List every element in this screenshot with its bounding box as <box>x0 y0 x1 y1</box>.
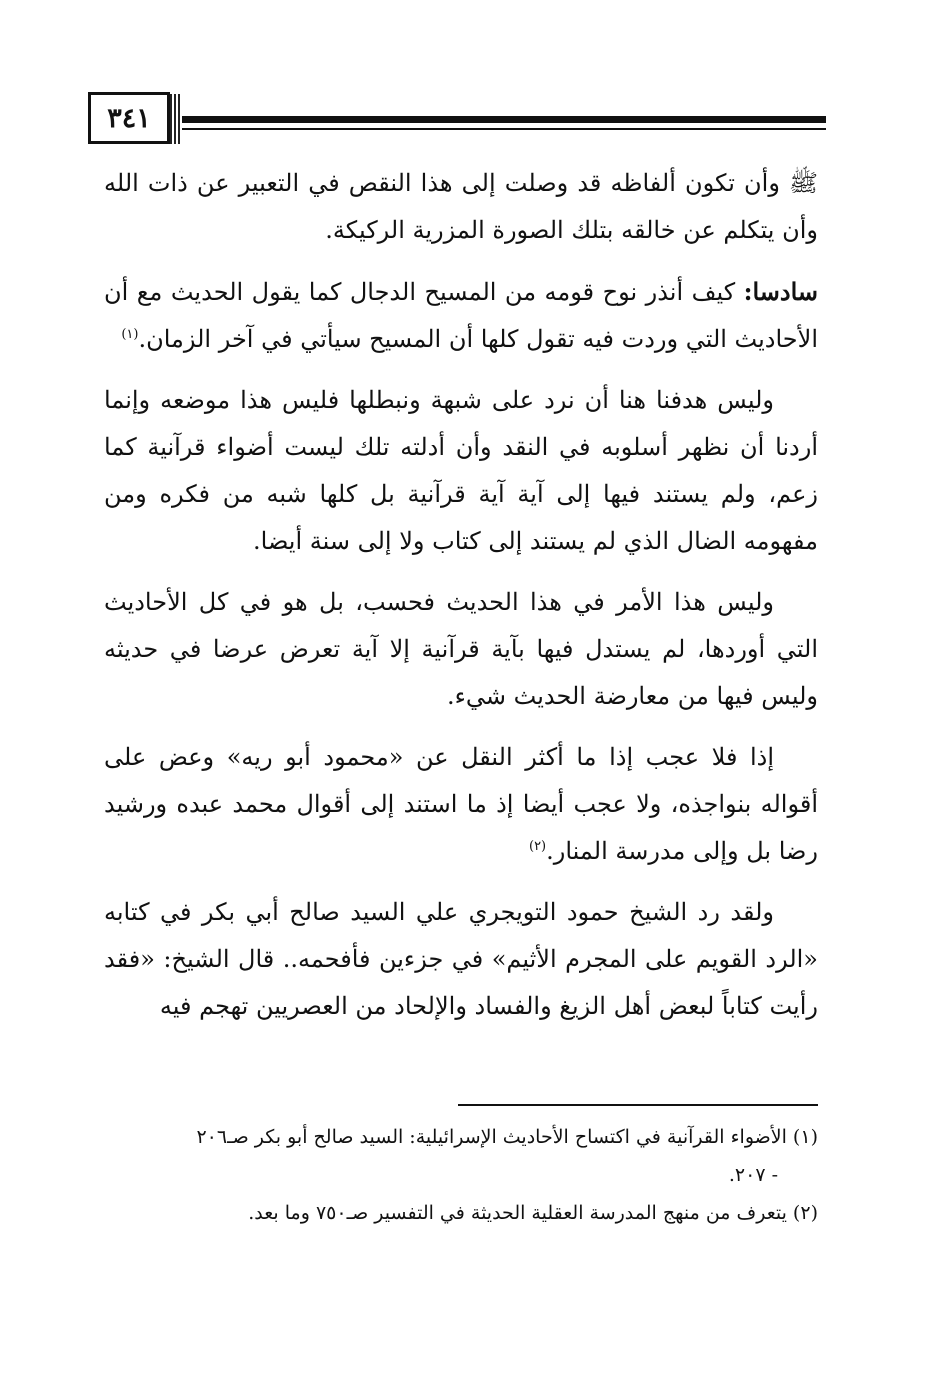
paragraph-5 <box>104 734 818 875</box>
paragraph-6: ولقد رد الشيخ حمود التويجري علي السيد صالح أبي بكر في كتابه «الرد القويم على المجرم الأثيم» في جزءين فأفحمه.. قال الشيخ: «فقد رأيت كتاباً لبعض أهل الزيغ والفساد والإلحاد من العصريين تهجم فيه <box>104 898 818 1020</box>
paragraph-1: ﷺ وأن تكون ألفاظه قد وصلت إلى هذا النقص في التعبير عن ذات الله وأن يتكلم عن خالقه بتلك الصورة المزرية الركيكة. <box>104 169 818 244</box>
footnote-2: (٢) يتعرف من منهج المدرسة العقلية الحديثة في التفسير صـ٧٥٠ وما بعد. <box>248 1202 818 1224</box>
paragraph-4: وليس هذا الأمر في هذا الحديث فحسب، بل هو في كل الأحاديث التي أوردها، لم يستدل فيها بآية قرآنية إلا آية تعرض عرضا في حديثه وليس فيها من معارضة الحديث شيء. <box>104 588 818 710</box>
footnote-1-line-2: - ٢٠٧. <box>728 1164 778 1186</box>
page-number-shade <box>170 94 182 144</box>
footnote-1-line-1: (١) الأضواء القرآنية في اكتساح الأحاديث الإسرائيلية: السيد صالح أبو بكر صـ٢٠٦ <box>196 1126 818 1148</box>
page-number: ٣٤١ <box>88 92 170 144</box>
paragraph-2-lead: سادسا: <box>743 277 818 306</box>
paragraph-2-text: كيف أنذر نوح قومه من المسيح الدجال كما يقول الحديث مع أن الأحاديث التي وردت فيه تقول كلها أن المسيح سيأتي في آخر الزمان. <box>104 278 818 353</box>
paragraph-3: وليس هدفنا هنا أن نرد على شبهة ونبطلها فليس هذا موضعه وإنما أردنا أن نظهر أسلوبه في النقد وأن أدلته تلك ليست أضواء قرآنية كما زعم، ولم يستند فيها إلى آية آية قرآنية بل كلها شبه من فكره ومن مفهومه الضال الذي لم يستند إلى كتاب ولا إلى سنة أيضا. <box>104 386 818 555</box>
paragraph-5-text: إذا فلا عجب إذا ما أكثر النقل عن «محمود أبو ريه» وعض على أقواله بنواجذه، ولا عجب أيضا إذ ما استند إلى أقوال محمد عبده ورشيد رضا بل وإلى مدرسة المنار. <box>104 743 818 865</box>
paragraph-2 <box>104 268 818 363</box>
header-rule-thick <box>182 116 826 123</box>
footnote-separator <box>458 1104 818 1106</box>
footnotes <box>104 1118 818 1232</box>
footnote-marker-2: (٢) <box>528 839 547 854</box>
footnote-marker-1: (١) <box>121 327 139 342</box>
header-rule-thin <box>182 128 826 130</box>
page-header <box>88 92 826 154</box>
main-text <box>104 160 818 1044</box>
